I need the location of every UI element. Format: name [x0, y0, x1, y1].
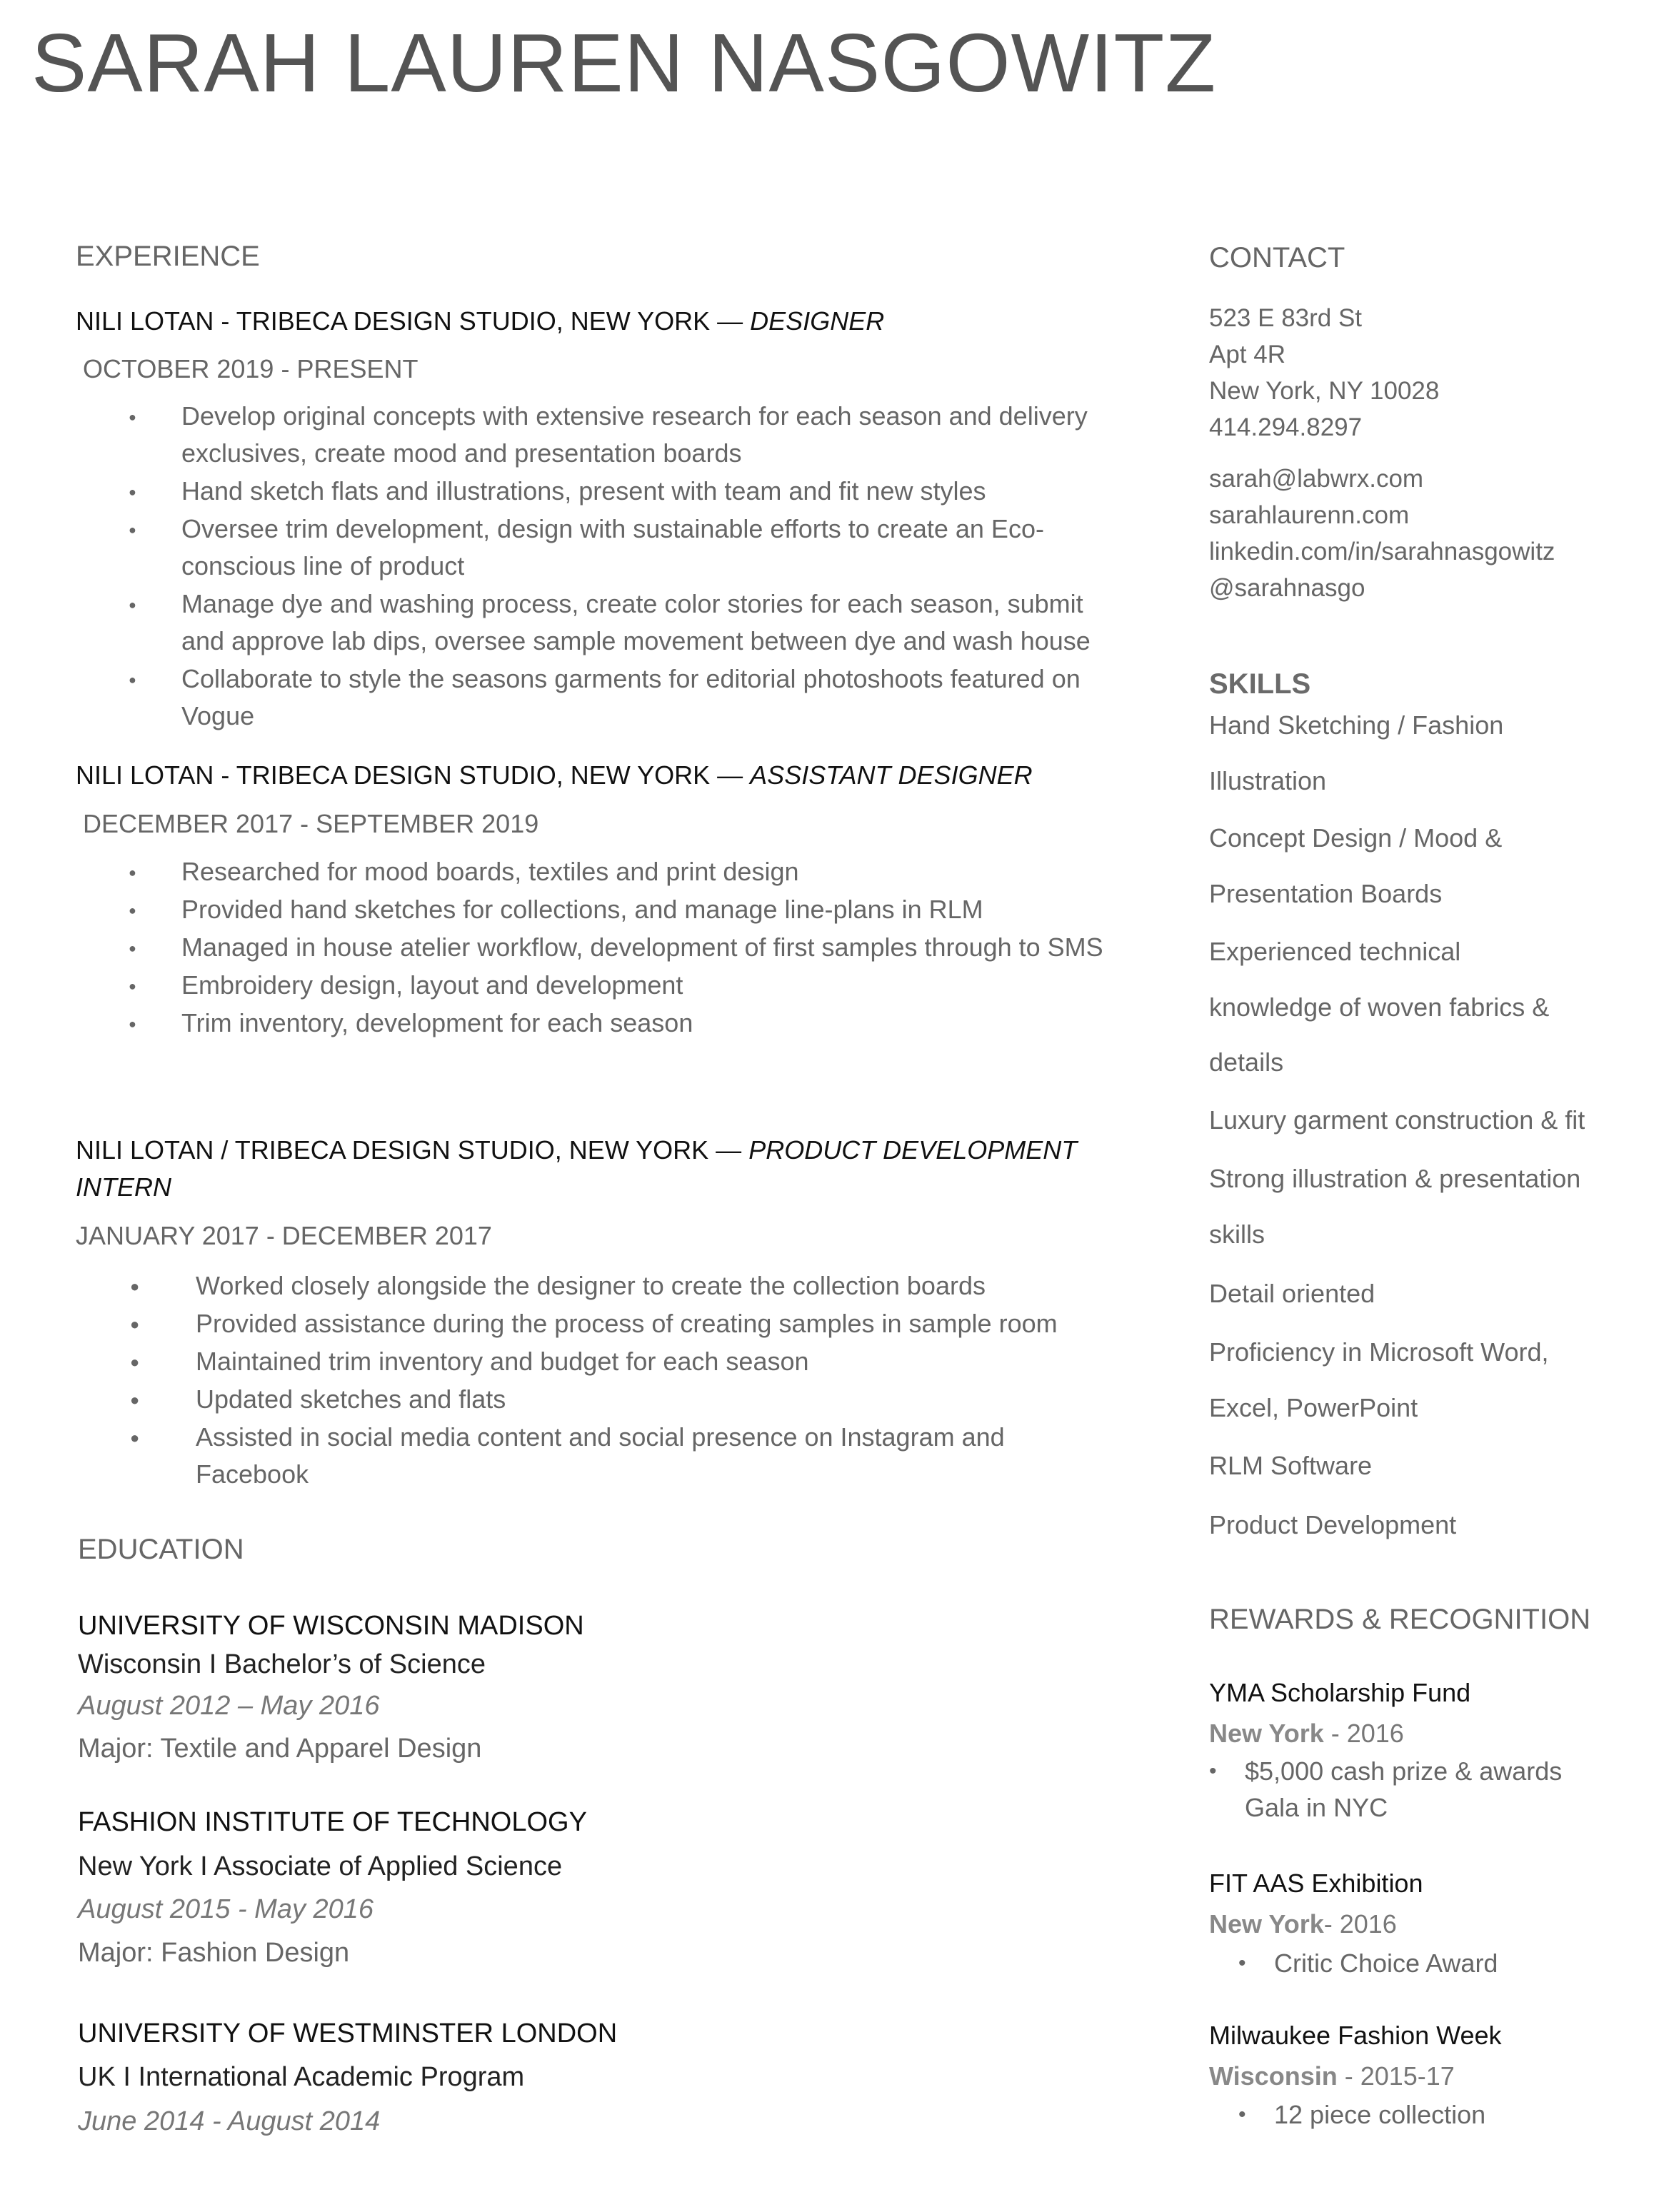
phone-number: 414.294.8297: [1209, 413, 1363, 441]
job-1-company: NILI LOTAN - TRIBECA DESIGN STUDIO, NEW YORK: [76, 306, 711, 336]
job-3-separator: —: [708, 1135, 749, 1165]
job-1-title: [76, 303, 1118, 340]
job-1-dates: OCTOBER 2019 - PRESENT: [83, 354, 418, 383]
award-3-bullet: 12 piece collection: [1274, 2100, 1486, 2129]
skill-line: details: [1209, 1047, 1284, 1077]
skill-line: Excel, PowerPoint: [1209, 1393, 1418, 1422]
address-line: New York, NY 10028: [1209, 377, 1440, 405]
award-1-detail: [1209, 1753, 1616, 1826]
skill-line: Detail oriented: [1209, 1279, 1375, 1308]
job-1-role: DESIGNER: [750, 306, 885, 336]
list-item: ● Worked closely alongside the designer to create the collection boards: [196, 1267, 1110, 1304]
school-3-dates: June 2014 - August 2014: [78, 2106, 381, 2136]
school-1-degree: Wisconsin I Bachelor’s of Science: [78, 1649, 486, 1679]
school-2-dates: August 2015 - May 2016: [78, 1894, 374, 1924]
list-item: ● Assisted in social media content and social presence on Instagram and Facebook: [196, 1419, 1110, 1493]
address-line: 523 E 83rd St: [1209, 304, 1363, 332]
job-2-company: NILI LOTAN - TRIBECA DESIGN STUDIO, NEW YORK: [76, 760, 711, 790]
social-handle[interactable]: @sarahnasgo: [1209, 574, 1365, 602]
award-1-year: - 2016: [1323, 1719, 1404, 1748]
job-2-bullets: [181, 853, 1131, 1042]
job-2-separator: —: [710, 760, 751, 790]
skill-line: Hand Sketching / Fashion: [1209, 710, 1504, 740]
school-3-name: UNIVERSITY OF WESTMINSTER LONDON: [78, 2019, 618, 2048]
list-item: ● Updated sketches and flats: [196, 1381, 1110, 1418]
job-3-dates: JANUARY 2017 - DECEMBER 2017: [76, 1221, 492, 1250]
job-3-role: PRODUCT DEVELOPMENT INTERN: [76, 1135, 1078, 1202]
list-item: ● Researched for mood boards, textiles and print design: [181, 853, 1131, 890]
skill-line: Luxury garment construction & fit: [1209, 1105, 1585, 1135]
job-2-title: [76, 757, 1118, 794]
award-2-bullet: Critic Choice Award: [1274, 1949, 1498, 1978]
resume-name: SARAH LAUREN NASGOWITZ: [31, 16, 1217, 109]
skill-line: Strong illustration & presentation: [1209, 1164, 1581, 1193]
contact-address: [1209, 300, 1439, 446]
job-3-title: [76, 1132, 1104, 1206]
bullet-icon: •: [1238, 2103, 1246, 2126]
skill-line: Presentation Boards: [1209, 879, 1443, 908]
award-1-city: New York: [1209, 1719, 1324, 1748]
award-1-location: [1209, 1721, 1404, 1746]
list-item: ● Provided assistance during the process of creating samples in sample room: [196, 1305, 1110, 1342]
list-item: ● Manage dye and washing process, create color stories for each season, submit and approve lab dips, oversee sample movement between dye and wash house: [181, 585, 1131, 660]
award-1-bullet: $5,000 cash prize & awards Gala in NYC: [1245, 1756, 1563, 1822]
award-2-city: New York: [1209, 1909, 1324, 1939]
contact-online: [1209, 461, 1555, 606]
skill-line: Proficiency in Microsoft Word,: [1209, 1337, 1549, 1367]
school-1-dates: August 2012 – May 2016: [78, 1691, 380, 1721]
job-3-bullets: [196, 1267, 1110, 1494]
skill-line: skills: [1209, 1220, 1265, 1249]
award-3-title: Milwaukee Fashion Week: [1209, 2021, 1502, 2050]
email-link[interactable]: sarah@labwrx.com: [1209, 465, 1424, 493]
award-2-title: FIT AAS Exhibition: [1209, 1869, 1423, 1898]
award-3-city: Wisconsin: [1209, 2061, 1338, 2091]
award-2-year: - 2016: [1323, 1909, 1397, 1939]
list-item: ● Embroidery design, layout and development: [181, 967, 1131, 1004]
school-2-major: Major: Fashion Design: [78, 1938, 350, 1968]
school-3-degree: UK I International Academic Program: [78, 2062, 525, 2092]
skill-line: Illustration: [1209, 766, 1327, 795]
award-3-detail: [1238, 2096, 1486, 2133]
award-3-location: [1209, 2063, 1455, 2089]
job-3-company: NILI LOTAN / TRIBECA DESIGN STUDIO, NEW YORK: [76, 1135, 709, 1165]
school-1-major: Major: Textile and Apparel Design: [78, 1734, 482, 1764]
school-2-degree: New York I Associate of Applied Science: [78, 1851, 563, 1881]
skill-line: RLM Software: [1209, 1451, 1373, 1480]
job-1-bullets: [181, 398, 1131, 735]
award-3-year: - 2015-17: [1337, 2061, 1455, 2091]
website-link[interactable]: sarahlaurenn.com: [1209, 501, 1410, 529]
school-1-name: UNIVERSITY OF WISCONSIN MADISON: [78, 1611, 584, 1641]
experience-heading: EXPERIENCE: [76, 241, 260, 272]
list-item: ● Develop original concepts with extensive research for each season and delivery exclusives, create mood and presentation boards: [181, 398, 1131, 472]
job-2-role: ASSISTANT DESIGNER: [750, 760, 1033, 790]
list-item: ● Trim inventory, development for each season: [181, 1005, 1131, 1042]
award-1-title: YMA Scholarship Fund: [1209, 1678, 1471, 1707]
list-item: ● Hand sketch flats and illustrations, present with team and fit new styles: [181, 473, 1131, 510]
skills-heading: SKILLS: [1209, 668, 1311, 700]
job-2-dates: DECEMBER 2017 - SEPTEMBER 2019: [83, 809, 539, 838]
list-item: ● Oversee trim development, design with sustainable efforts to create an Eco-conscious line of product: [181, 511, 1131, 585]
education-heading: EDUCATION: [78, 1534, 244, 1565]
linkedin-link[interactable]: linkedin.com/in/sarahnasgowitz: [1209, 538, 1555, 565]
contact-heading: CONTACT: [1209, 242, 1345, 273]
bullet-icon: •: [1238, 1951, 1246, 1975]
list-item: ● Managed in house atelier workflow, development of first samples through to SMS: [181, 929, 1131, 966]
school-2-name: FASHION INSTITUTE OF TECHNOLOGY: [78, 1807, 587, 1837]
list-item: ● Maintained trim inventory and budget for each season: [196, 1343, 1110, 1380]
skill-line: Product Development: [1209, 1510, 1457, 1539]
awards-heading: REWARDS & RECOGNITION: [1209, 1604, 1591, 1635]
list-item: ● Collaborate to style the seasons garments for editorial photoshoots featured on Vogue: [181, 660, 1131, 735]
job-1-separator: —: [710, 306, 751, 336]
skill-line: knowledge of woven fabrics &: [1209, 992, 1550, 1022]
bullet-icon: •: [1209, 1759, 1217, 1783]
skill-line: Concept Design / Mood &: [1209, 823, 1503, 853]
skill-line: Experienced technical: [1209, 937, 1461, 966]
award-2-location: [1209, 1911, 1397, 1937]
list-item: ● Provided hand sketches for collections, and manage line-plans in RLM: [181, 891, 1131, 928]
award-2-detail: [1238, 1945, 1498, 1981]
address-line: Apt 4R: [1209, 341, 1285, 368]
